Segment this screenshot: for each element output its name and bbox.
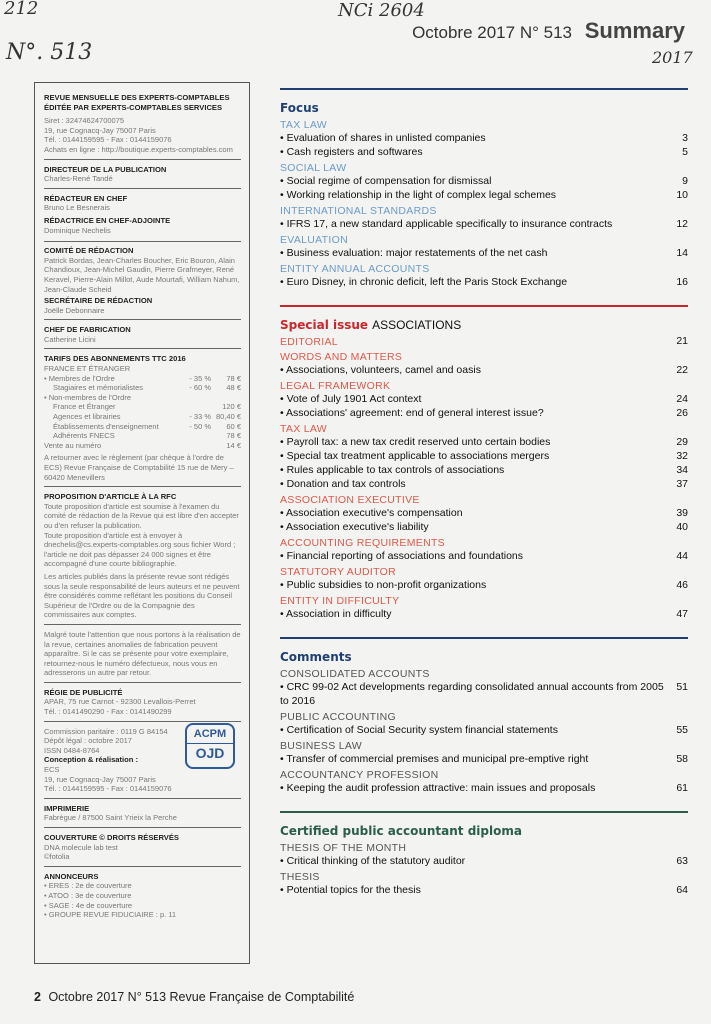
category-heading: EDITORIAL bbox=[280, 336, 338, 348]
proposition-text: Les articles publiés dans la présente revue sont rédigés sous la seule responsabilité de leurs auteurs et ne peuvent être considérés comme reflétant les positions du Conseil Supérieur de l'Ordre ou de la Compagnie des commissaires aux comptes. bbox=[44, 571, 240, 620]
summary-entry bbox=[280, 463, 688, 477]
summary-section bbox=[280, 637, 688, 795]
entry-page-number: 39 bbox=[676, 507, 688, 519]
entry-title: • Special tax treatment applicable to associations mergers bbox=[280, 450, 550, 462]
proposition-heading: PROPOSITION D'ARTICLE À LA RFC bbox=[44, 492, 177, 502]
acpm-ojd-logo bbox=[185, 723, 235, 769]
retour-text: A retourner avec le règlement (par chèque à l'ordre de ECS) Revue Française de Comptabilité 15 rue de Mery – 60420 Menevillers bbox=[44, 453, 234, 482]
entry-page-number: 58 bbox=[676, 753, 688, 765]
summary-entry bbox=[280, 406, 688, 420]
address-line: 19, rue Cognacq-Jay 75007 Paris bbox=[44, 125, 156, 135]
category-heading: THESIS bbox=[280, 871, 320, 883]
section-title bbox=[280, 650, 688, 664]
footer-page-number: 2 bbox=[34, 990, 41, 1004]
summary-entry bbox=[280, 188, 688, 202]
entry-page-number: 34 bbox=[676, 464, 688, 476]
entry-title: • Evaluation of shares in unlisted companies bbox=[280, 132, 486, 144]
category-heading: THESIS OF THE MONTH bbox=[280, 842, 407, 854]
entry-title: • Business evaluation: major restatements of the net cash bbox=[280, 247, 548, 259]
proposition-text: Toute proposition d'article est à envoyer à dnechelis@cs.experts-comptables.org sous fichier Word ; l'article ne doit pas dépasser 24 000 signes et être accompagné d'une courte bibliographie. bbox=[44, 530, 236, 569]
summary-entry bbox=[280, 392, 688, 406]
category-heading: ACCOUNTING REQUIREMENTS bbox=[280, 537, 445, 549]
fabrication-name: Catherine Licini bbox=[44, 334, 96, 344]
category-heading: ENTITY ANNUAL ACCOUNTS bbox=[280, 263, 430, 275]
comite-heading: COMITÉ DE RÉDACTION bbox=[44, 246, 134, 256]
entry-page-number: 64 bbox=[676, 884, 688, 896]
handwritten-year: 2017 bbox=[652, 48, 693, 67]
entry-title: • Rules applicable to tax controls of associations bbox=[280, 464, 505, 476]
regie-line: Tél. : 0141490290 - Fax : 0141490299 bbox=[44, 707, 172, 717]
footer-journal: Revue Française de Comptabilité bbox=[169, 990, 355, 1004]
address-line: Achats en ligne : http://boutique.experts-comptables.com bbox=[44, 144, 233, 154]
tarif-row: Adhérents FNECS 78 € bbox=[53, 431, 241, 441]
footer-date: Octobre 2017 bbox=[48, 990, 125, 1004]
summary-entry bbox=[280, 275, 688, 289]
handwritten-mark: 212 bbox=[4, 0, 39, 19]
entry-page-number: 21 bbox=[676, 335, 688, 347]
summary-entry bbox=[280, 217, 688, 231]
category-heading: WORDS AND MATTERS bbox=[280, 351, 403, 363]
entry-page-number: 16 bbox=[676, 276, 688, 288]
summary-entry bbox=[280, 174, 688, 188]
logo-ojd: OJD bbox=[195, 744, 225, 761]
tarifs-heading: TARIFS DES ABONNEMENTS TTC 2016 bbox=[44, 354, 186, 364]
category-heading: TAX LAW bbox=[280, 423, 328, 435]
couverture-line: DNA molecule lab test bbox=[44, 842, 118, 852]
page-header bbox=[412, 18, 685, 44]
redacteur-name: Bruno Le Besnerais bbox=[44, 203, 110, 213]
category-heading: SOCIAL LAW bbox=[280, 162, 347, 174]
summary-entry bbox=[280, 578, 688, 592]
entry-title: • Euro Disney, in chronic deficit, left the Paris Stock Exchange bbox=[280, 276, 568, 288]
fabrication-heading: CHEF DE FABRICATION bbox=[44, 325, 131, 335]
section-title-text: Focus bbox=[280, 101, 319, 115]
entry-page-number: 9 bbox=[682, 175, 688, 187]
imprimerie-heading: IMPRIMERIE bbox=[44, 803, 90, 813]
entry-page-number: 55 bbox=[676, 724, 688, 736]
logo-acpm: ACPM bbox=[187, 725, 233, 744]
summary-entry bbox=[280, 435, 688, 449]
summary-entry bbox=[280, 131, 688, 145]
commission-line: Commission paritaire : 0119 G 84154 bbox=[44, 726, 168, 736]
page-footer bbox=[34, 990, 354, 1004]
anomalies-text: Malgré toute l'attention que nous portons à la réalisation de la revue, certaines anomalies de fabrication peuvent apparaître. Si le cas se présente pour votre exemplaire, retournez-nous le numéro défectueux, nous vous en adresserons un autre par retour. bbox=[44, 629, 241, 678]
entry-title: • IFRS 17, a new standard applicable specifically to insurance contracts bbox=[280, 218, 613, 230]
summary-entry bbox=[280, 145, 688, 159]
comite-members: Patrick Bordas, Jean-Charles Boucher, Eric Bouron, Alain Chandioux, Jean-Michel Gaudin, Pierre Grafmeyer, René Keravel, Pierre-Alain Millot, Aude Mourtafi, William Nahum, Jean-Claude Scheid bbox=[44, 255, 240, 294]
entry-page-number: 24 bbox=[676, 393, 688, 405]
entry-title: • Certification of Social Security system financial statements bbox=[280, 724, 558, 736]
category-heading: ASSOCIATION EXECUTIVE bbox=[280, 494, 420, 506]
couverture-line: ©fotolia bbox=[44, 852, 70, 862]
header-issue: N° 513 bbox=[519, 23, 572, 42]
summary-entry bbox=[280, 506, 688, 520]
section-subtitle: ASSOCIATIONS bbox=[372, 318, 462, 332]
entry-title: • Financial reporting of associations and foundations bbox=[280, 550, 523, 562]
tarif-row: Agences et librairies - 33 % 80,40 € bbox=[53, 412, 241, 422]
summary-entry bbox=[280, 363, 688, 377]
summary-entry bbox=[280, 883, 688, 897]
secretaire-name: Joëlle Debonnaire bbox=[44, 305, 105, 315]
entry-page-number: 40 bbox=[676, 521, 688, 533]
directeur-name: Charles-René Tandé bbox=[44, 174, 113, 184]
section-title bbox=[280, 318, 688, 332]
footer-issue: N° 513 bbox=[127, 990, 167, 1004]
summary-entry bbox=[280, 854, 688, 868]
entry-page-number: 46 bbox=[676, 579, 688, 591]
category-heading: ENTITY IN DIFFICULTY bbox=[280, 595, 400, 607]
summary-contents bbox=[280, 88, 688, 913]
entry-page-number: 61 bbox=[676, 782, 688, 794]
entry-page-number: 51 bbox=[676, 681, 688, 693]
tarif-row: Stagiaires et mémorialistes - 60 % 48 € bbox=[53, 383, 241, 393]
conception-line: 19, rue Cognacq-Jay 75007 Paris bbox=[44, 774, 156, 784]
entry-title: • Associations' agreement: end of general interest issue? bbox=[280, 407, 544, 419]
entry-title: • Potential topics for the thesis bbox=[280, 884, 421, 896]
regie-heading: RÉGIE DE PUBLICITÉ bbox=[44, 687, 123, 697]
category-heading: INTERNATIONAL STANDARDS bbox=[280, 205, 437, 217]
revue-title: REVUE MENSUELLE DES EXPERTS-COMPTABLES ÉDITÉE PAR EXPERTS-COMPTABLES SERVICES bbox=[44, 93, 230, 112]
entry-title: • CRC 99-02 Act developments regarding consolidated annual accounts from 2005 to 2016 bbox=[280, 681, 664, 707]
summary-entry bbox=[280, 334, 688, 348]
entry-title: • Critical thinking of the statutory auditor bbox=[280, 855, 466, 867]
conception-line: ECS bbox=[44, 765, 60, 775]
category-heading: STATUTORY AUDITOR bbox=[280, 566, 396, 578]
summary-section bbox=[280, 305, 688, 621]
page-title: Summary bbox=[584, 18, 685, 43]
tarif-row: Établissements d'enseignement - 50 % 60 € bbox=[53, 421, 241, 431]
entry-title: • Cash registers and softwares bbox=[280, 146, 423, 158]
summary-entry bbox=[280, 723, 688, 737]
handwritten-reference: NCi 2604 bbox=[338, 0, 425, 21]
category-heading: PUBLIC ACCOUNTING bbox=[280, 711, 396, 723]
tarif-row: • Membres de l'Ordre - 35 % 78 € bbox=[44, 373, 241, 383]
summary-entry bbox=[280, 752, 688, 766]
summary-section bbox=[280, 811, 688, 897]
entry-page-number: 63 bbox=[676, 855, 688, 867]
entry-title: • Working relationship in the light of complex legal schemes bbox=[280, 189, 557, 201]
annonceur-line: • GROUPE REVUE FIDUCIAIRE : p. 11 bbox=[44, 910, 177, 920]
category-heading: LEGAL FRAMEWORK bbox=[280, 380, 391, 392]
tarif-row: • Non-membres de l'Ordre bbox=[44, 392, 132, 402]
summary-entry bbox=[280, 246, 688, 260]
entry-page-number: 26 bbox=[676, 407, 688, 419]
entry-title: • Associations, volunteers, camel and oasis bbox=[280, 364, 481, 376]
proposition-text: Toute proposition d'article est soumise à l'examen du comité de rédaction de la Revue qui est libre d'en accepter ou d'en refuser la publication. bbox=[44, 501, 239, 530]
commission-line: Dépôt légal : octobre 2017 bbox=[44, 736, 132, 746]
entry-page-number: 29 bbox=[676, 436, 688, 448]
section-title-text: Comments bbox=[280, 650, 352, 664]
tarif-row: France et Étranger 120 € bbox=[53, 402, 241, 412]
annonceur-line: • ERES : 2e de couverture bbox=[44, 881, 132, 891]
entry-title: • Payroll tax: a new tax credit reserved unto certain bodies bbox=[280, 436, 551, 448]
secretaire-heading: SECRÉTAIRE DE RÉDACTION bbox=[44, 296, 153, 306]
category-heading: EVALUATION bbox=[280, 234, 348, 246]
masthead-box bbox=[34, 82, 250, 964]
entry-title: • Donation and tax controls bbox=[280, 478, 406, 490]
redactrice-heading: RÉDACTRICE EN CHEF-ADJOINTE bbox=[44, 215, 171, 225]
entry-page-number: 22 bbox=[676, 364, 688, 376]
conception-line: Tél. : 0144159595 - Fax : 0144159076 bbox=[44, 784, 172, 794]
summary-entry bbox=[280, 680, 688, 708]
tarif-row: Vente au numéro 14 € bbox=[44, 440, 241, 450]
tarifs-subheading: FRANCE ET ÉTRANGER bbox=[44, 364, 131, 374]
summary-entry bbox=[280, 449, 688, 463]
regie-line: APAR, 75 rue Carnot - 92300 Levallois-Perret bbox=[44, 697, 196, 707]
entry-page-number: 5 bbox=[682, 146, 688, 158]
summary-entry bbox=[280, 781, 688, 795]
header-date: Octobre 2017 bbox=[412, 23, 516, 42]
section-divider bbox=[280, 811, 688, 813]
entry-title: • Transfer of commercial premises and municipal pre-emptive right bbox=[280, 753, 589, 765]
summary-section bbox=[280, 88, 688, 289]
address-line: Tél. : 0144159595 - Fax : 0144159076 bbox=[44, 135, 172, 145]
entry-page-number: 3 bbox=[682, 132, 688, 144]
conception-heading: Conception & réalisation : bbox=[44, 755, 139, 765]
section-title-text: Special issue bbox=[280, 318, 369, 332]
entry-title: • Public subsidies to non-profit organizations bbox=[280, 579, 487, 591]
entry-page-number: 32 bbox=[676, 450, 688, 462]
category-heading: CONSOLIDATED ACCOUNTS bbox=[280, 668, 430, 680]
section-divider bbox=[280, 88, 688, 90]
directeur-heading: DIRECTEUR DE LA PUBLICATION bbox=[44, 164, 167, 174]
address-line: Siret : 32474624700075 bbox=[44, 116, 125, 126]
section-title bbox=[280, 101, 688, 115]
section-divider bbox=[280, 637, 688, 639]
redactrice-name: Dominique Nechelis bbox=[44, 225, 111, 235]
category-heading: TAX LAW bbox=[280, 119, 328, 131]
couverture-heading: COUVERTURE © DROITS RÉSERVÉS bbox=[44, 833, 179, 842]
entry-page-number: 44 bbox=[676, 550, 688, 562]
summary-entry bbox=[280, 549, 688, 563]
category-heading: BUSINESS LAW bbox=[280, 740, 362, 752]
summary-entry bbox=[280, 607, 688, 621]
section-title-text: Certified public accountant diploma bbox=[280, 824, 522, 838]
entry-title: • Association in difficulty bbox=[280, 608, 392, 620]
entry-page-number: 14 bbox=[676, 247, 688, 259]
entry-title: • Social regime of compensation for dismissal bbox=[280, 175, 492, 187]
summary-entry bbox=[280, 520, 688, 534]
entry-page-number: 10 bbox=[676, 189, 688, 201]
entry-page-number: 37 bbox=[676, 478, 688, 490]
address-lines bbox=[44, 116, 241, 154]
section-divider bbox=[280, 305, 688, 307]
redacteur-heading: RÉDACTEUR EN CHEF bbox=[44, 193, 128, 203]
entry-page-number: 47 bbox=[676, 608, 688, 620]
annonceur-line: • ATOO : 3e de couverture bbox=[44, 890, 132, 900]
category-heading: ACCOUNTANCY PROFESSION bbox=[280, 769, 439, 781]
annonceurs-heading: ANNONCEURS bbox=[44, 871, 99, 881]
annonceur-line: • SAGE : 4e de couverture bbox=[44, 900, 133, 910]
handwritten-issue-number: N°. 513 bbox=[6, 40, 93, 65]
entry-page-number: 12 bbox=[676, 218, 688, 230]
entry-title: • Keeping the audit profession attractive: main issues and proposals bbox=[280, 782, 596, 794]
entry-title: • Vote of July 1901 Act context bbox=[280, 393, 422, 405]
summary-entry bbox=[280, 477, 688, 491]
entry-title: • Association executive's liability bbox=[280, 521, 429, 533]
section-title bbox=[280, 824, 688, 838]
commission-line: ISSN 0484-8764 bbox=[44, 745, 100, 755]
imprimerie-text: Fabrègue / 87500 Saint Yrieix la Perche bbox=[44, 813, 177, 823]
entry-title: • Association executive's compensation bbox=[280, 507, 463, 519]
